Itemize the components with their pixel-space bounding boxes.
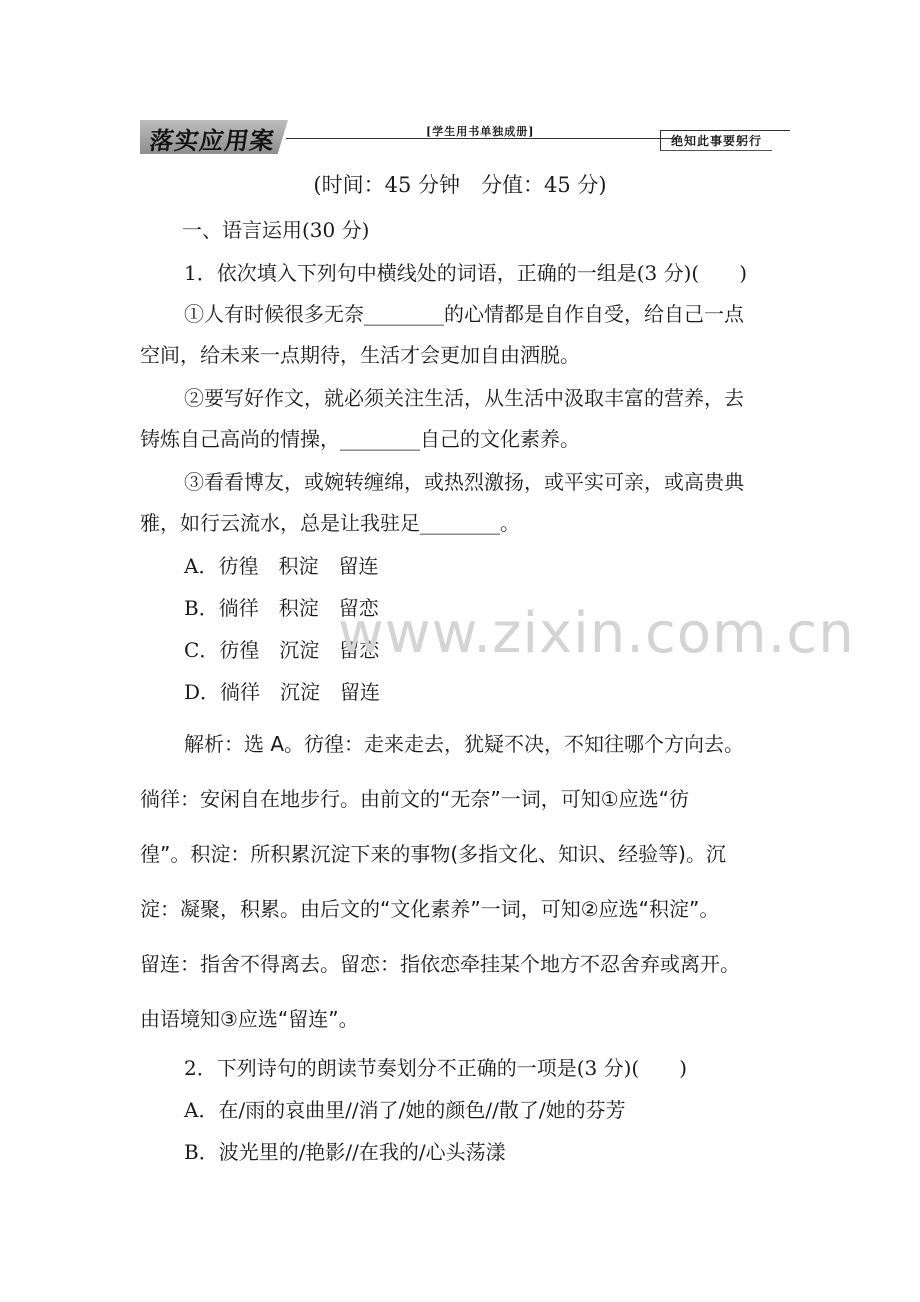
q2-option-a: A．在/雨的哀曲里//消了/她的颜色//散了/她的芬芳 — [184, 1098, 626, 1122]
watermark: www.zixin.com.cn — [338, 601, 855, 666]
header-tag: [学生用书单独成册] — [426, 125, 535, 138]
header-rule-right-top — [660, 130, 790, 131]
q1-sentence-1-line-2: 空间，给未来一点期待，生活才会更加自由洒脱。 — [140, 343, 580, 367]
q2-option-b: B．波光里的/艳影//在我的/心头荡漾 — [184, 1140, 506, 1164]
q1-option-d: D．徜徉 沉淀 留连 — [184, 680, 381, 704]
section-title: 一、语言运用(30 分) — [182, 218, 370, 242]
q1-analysis-line-3: 徨”。积淀：所积累沉淀下来的事物(多指文化、知识、经验等)。沉 — [140, 842, 726, 866]
q1-analysis-line-1: 解析：选 A。彷徨：走来走去，犹疑不决，不知往哪个方向去。 — [184, 732, 745, 756]
q1-analysis-line-5: 留连：指舍不得离去。留恋：指依恋牵挂某个地方不忍舍弃或离开。 — [140, 952, 740, 976]
q1-analysis-line-4: 淀：凝聚，积累。由后文的“文化素养”一词，可知②应选“积淀”。 — [140, 897, 720, 921]
header-rule-divider — [660, 130, 661, 150]
header-right-tag: 绝知此事要躬行 — [671, 134, 763, 148]
q1-option-a: A．彷徨 积淀 留连 — [184, 554, 379, 578]
q1-analysis-line-6: 由语境知③应选“留连”。 — [140, 1007, 359, 1031]
question-2-stem: 2．下列诗句的朗读节奏划分不正确的一项是(3 分)( ) — [184, 1056, 688, 1080]
q1-option-c: C．彷徨 沉淀 留恋 — [184, 638, 380, 662]
time-score-line: (时间：45 分钟 分值：45 分) — [313, 173, 607, 197]
q1-sentence-3-line-1: ③看看博友，或婉转缠绵，或热烈激扬，或平实可亲，或高贵典 — [184, 470, 744, 494]
q1-sentence-3-line-2: 雅，如行云流水，总是让我驻足________。 — [140, 511, 520, 535]
q1-sentence-2-line-1: ②要写好作文，就必须关注生活，从生活中汲取丰富的营养，去 — [184, 386, 744, 410]
header-rule-right-bottom — [660, 150, 772, 151]
header-banner-title: 落实应用案 — [147, 126, 277, 155]
q1-sentence-2-line-2: 铸炼自己高尚的情操，________自己的文化素养。 — [140, 427, 580, 451]
q1-sentence-1-line-1: ①人有时候很多无奈________的心情都是自作自受，给自己一点 — [184, 302, 744, 326]
q1-option-b: B．徜徉 积淀 留恋 — [184, 596, 379, 620]
question-1-stem: 1．依次填入下列句中横线处的词语，正确的一组是(3 分)( ) — [184, 261, 748, 285]
q1-analysis-line-2: 徜徉：安闲自在地步行。由前文的“无奈”一词，可知①应选“彷 — [140, 787, 690, 811]
